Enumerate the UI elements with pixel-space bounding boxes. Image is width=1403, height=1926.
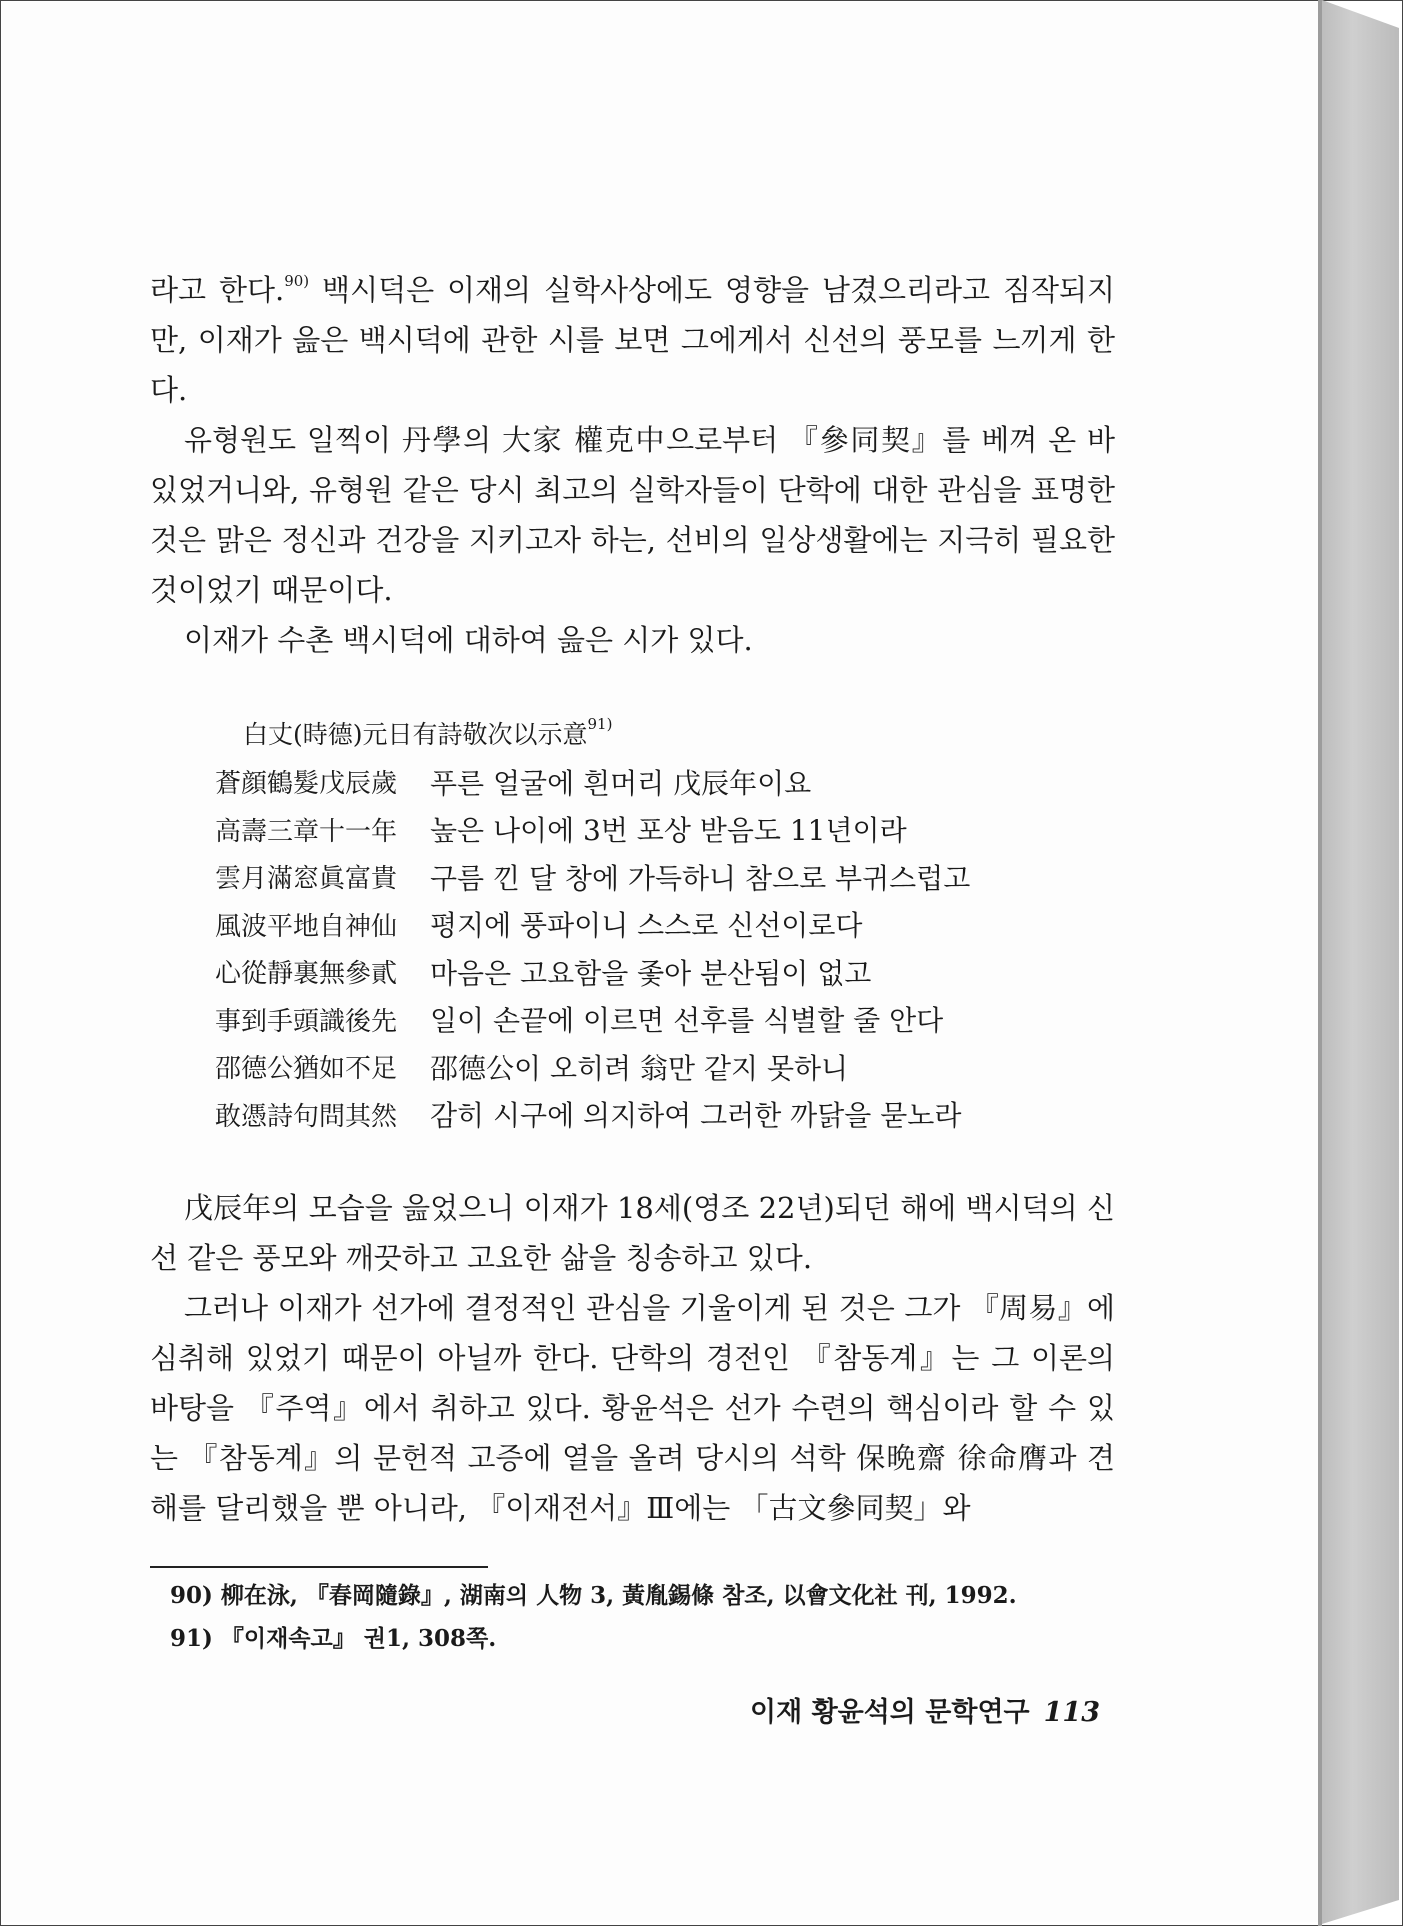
page-number: 113 [1043, 1697, 1100, 1728]
footnote-ref-91: 91) [587, 715, 613, 733]
poem-line: 事到手頭識後先 일이 손끝에 이르면 선후를 식별할 줄 안다 [215, 1004, 944, 1038]
paragraph-1: 라고 한다.$^{90)}$ 백시덕은 이재의 실학사상에도 영향을 남겼으리라고 짐작되지만, 이재가 읊은 백시덕에 관한 시를 보면 그에게서 신선의 풍모를 느끼게 한다. [150, 272, 1115, 407]
body-text-top [150, 265, 1115, 665]
paragraph-3: 이재가 수촌 백시덕에 대하여 읊은 시가 있다. [184, 623, 753, 657]
running-footer [750, 1690, 1100, 1729]
poem-title: 白丈(時德)元日有詩敬次以示意$^{91)}$ [243, 715, 613, 749]
poem-line: 心從靜裏無參貳 마음은 고요함을 좇아 분산됨이 없고 [215, 956, 872, 990]
poem-line: 雲月滿窓眞富貴 구름 낀 달 창에 가득하니 참으로 부귀스럽고 [215, 861, 971, 895]
footer-title: 이재 황윤석의 문학연구 [750, 1697, 1030, 1728]
footnote-91: 91) 『이재속고』 권1, 308쪽. [170, 1625, 497, 1652]
paragraph-2: 유형원도 일찍이 丹學의 大家 權克中으로부터 『參同契』를 베껴 온 바 있었거니와, 유형원 같은 당시 최고의 실학자들이 단학에 대한 관심을 표명한 것은 맑은 정신과 건강을 지키고자 하는, 선비의 일상생활에는 지극히 필요한 것이었기 때문이다. [150, 423, 1115, 607]
page-edge [1318, 0, 1322, 1926]
poem-line: 高壽三章十一年 높은 나이에 3번 포상 받음도 11년이라 [215, 814, 907, 848]
poem-line: 蒼顔鶴髮戊辰歲 푸른 얼굴에 흰머리 戊辰年이요 [215, 766, 812, 800]
footnotes [170, 1574, 1017, 1660]
paragraph-4: 戊辰年의 모습을 읊었으니 이재가 18세(영조 22년)되던 해에 백시덕의 신선 같은 풍모와 깨끗하고 고요한 삶을 칭송하고 있다. [150, 1191, 1115, 1275]
footnote-rule [150, 1566, 488, 1568]
body-text-bottom [150, 1183, 1115, 1533]
poem [215, 758, 970, 1138]
footnote-ref-90: 90) [284, 272, 310, 290]
footnote-90: 90) 柳在泳, 『春岡隨錄』, 湖南의 人物 3, 黃胤錫條 참조, 以會文化社 刊, 1992. [170, 1582, 1017, 1609]
poem-line: 邵德公猶如不足 邵德公이 오히려 翁만 같지 못하니 [215, 1051, 849, 1085]
poem-line: 敢憑詩句問其然 감히 시구에 의지하여 그러한 까닭을 묻노라 [215, 1099, 962, 1133]
book-spine-edge [1322, 0, 1399, 1924]
paragraph-5: 그러나 이재가 선가에 결정적인 관심을 기울이게 된 것은 그가 『周易』에 심취해 있었기 때문이 아닐까 한다. 단학의 경전인 『참동계』는 그 이론의 바탕을 『주역』에서 취하고 있다. 황윤석은 선가 수련의 핵심이라 할 수 있는 『참동계』의 문헌적 고증에 열을 올려 당시의 석학 保晩齋 徐命膺과 견해를 달리했을 뿐 아니라, 『이재전서』Ⅲ에는 「古文參同契」와 [150, 1291, 1115, 1525]
poem-line: 風波平地自神仙 평지에 풍파이니 스스로 신선이로다 [215, 909, 863, 943]
